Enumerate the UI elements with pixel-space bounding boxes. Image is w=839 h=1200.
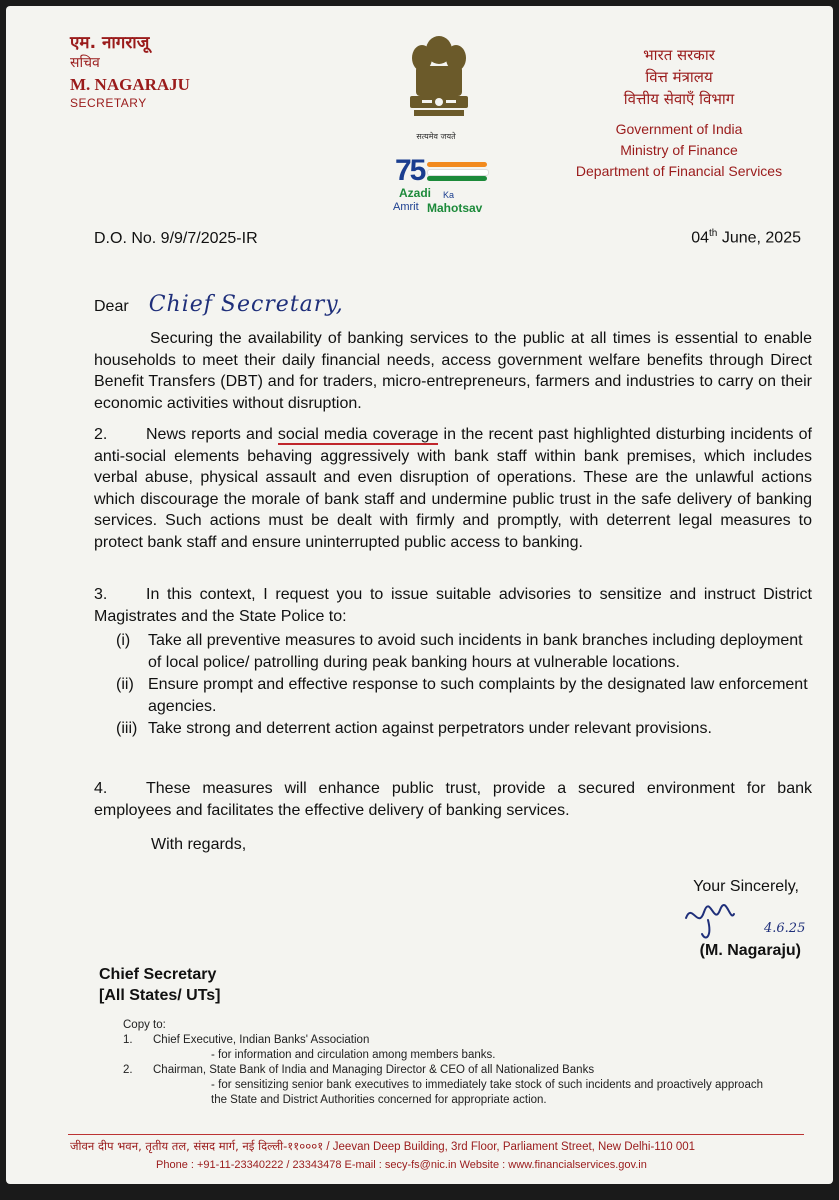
addressee-scope: [All States/ UTs] xyxy=(99,987,221,1004)
date-day: 04 xyxy=(691,229,710,247)
sender-title: SECRETARY xyxy=(70,96,147,110)
footer-address-english: Jeevan Deep Building, 3rd Floor, Parliament Street, New Delhi-110 001 xyxy=(332,1141,696,1153)
aka-word-mahotsav: Mahotsav xyxy=(427,201,483,215)
flag-white-stripe xyxy=(427,169,489,176)
paragraph-2-text-end: in the recent past highlighted disturbing incidents of anti-social elements behaving aggressively with bank staff within bank premises, which includes verbal abuse, physical assault and even disruption of operations. These are the unlawful actions which discourage the morale of bank staff and undermine public trust in the safe delivery of banking services. Such actions must be dealt with firmly and promptly, with deterrent legal measures to protect bank staff and ensure uninterrupted public access to banking. xyxy=(94,426,813,551)
list-item-text: Take strong and deterrent action against perpetrators under relevant provisions. xyxy=(148,720,712,737)
aka-number: 75 xyxy=(395,154,425,187)
footer-contact: Phone : +91-11-23340222 / 23343478 E-mail : secy-fs@nic.in Website : www.financialservices.gov.in xyxy=(156,1159,647,1171)
list-item-text: Take all preventive measures to avoid such incidents in bank branches including deployment of local police/ patrolling during peak banking hours at vulnerable locations. xyxy=(148,632,803,671)
underlined-phrase: social media coverage xyxy=(277,426,439,443)
list-item-text: Ensure prompt and effective response to such complaints by the designated law enforcement agencies. xyxy=(148,676,808,715)
date-suffix: th xyxy=(709,228,718,239)
paragraph-3-number: 3. xyxy=(94,586,108,603)
list-item-number: (iii) xyxy=(116,720,138,737)
sender-name-hindi: एम. नागराजू xyxy=(70,33,150,53)
flag-green-stripe xyxy=(427,176,487,181)
copy-to-entry xyxy=(123,1033,763,1048)
department-hindi: वित्तीय सेवाएँ विभाग xyxy=(623,90,735,108)
department-block xyxy=(549,44,809,182)
date-rest: June, 2025 xyxy=(717,229,801,247)
letter-page xyxy=(6,6,833,1184)
ministry-english: Ministry of Finance xyxy=(620,142,738,158)
addressee xyxy=(99,964,221,1006)
paragraph-3 xyxy=(94,584,812,627)
handwritten-salutation: Chief Secretary, xyxy=(148,292,344,317)
paragraph-2-text-start: News reports and xyxy=(146,426,278,443)
list-item xyxy=(110,718,810,740)
copy-to-purpose: - for information and circulation among members banks. xyxy=(211,1049,496,1061)
list-item xyxy=(110,630,810,673)
paragraph-3-text: In this context, I request you to issue suitable advisories to sensitize and instruct District Magistrates and the State Police to: xyxy=(94,586,812,625)
govt-english: Government of India xyxy=(615,121,743,137)
footer-separator: / xyxy=(323,1141,333,1153)
copy-to-number: 1. xyxy=(123,1034,133,1046)
sender-block xyxy=(70,32,190,110)
department-english: Department of Financial Services xyxy=(575,163,783,179)
paragraph-2 xyxy=(94,424,812,553)
national-emblem-icon xyxy=(404,28,474,128)
footer-address-hindi: जीवन दीप भवन, तृतीय तल, संसद मार्ग, नई दिल्ली-११०००१ xyxy=(70,1139,324,1153)
copy-to-entry xyxy=(123,1063,763,1078)
paragraph-1: Securing the availability of banking services to the public at all times is essential to enable households to meet their daily financial needs, access government welfare benefits through Direct Benefit Transfers (DBT) and for traders, micro-entrepreneurs, farmers and industries to carry on their economic activities without disruption. xyxy=(94,330,812,412)
measures-list xyxy=(110,630,810,741)
aka-word-amrit: Amrit xyxy=(393,201,419,213)
sender-title-hindi: सचिव xyxy=(70,55,100,71)
paragraph-4-text: These measures will enhance public trust, provide a secured environment for bank employees and facilitates the effective delivery of banking services. xyxy=(94,780,812,819)
copy-to-section xyxy=(123,1018,763,1108)
azadi-ka-amrit-mahotsav-logo xyxy=(391,154,511,224)
list-item-number: (i) xyxy=(116,632,131,649)
paragraph-4-number: 4. xyxy=(94,780,108,797)
copy-to-number: 2. xyxy=(123,1064,133,1076)
aka-word-azadi: Azadi xyxy=(399,186,432,200)
reference-number: D.O. No. 9/9/7/2025-IR xyxy=(94,230,258,247)
paragraph-4 xyxy=(94,778,812,821)
list-item xyxy=(110,674,810,717)
salutation-dear: Dear xyxy=(94,298,129,315)
aka-word-ka: Ka xyxy=(443,190,455,200)
paragraph-2-number: 2. xyxy=(94,426,108,443)
valediction: Your Sincerely, xyxy=(693,878,799,895)
copy-to-recipient: Chairman, State Bank of India and Managing Director & CEO of all Nationalized Banks xyxy=(153,1064,595,1076)
emblem-motto: सत्यमेव जयते xyxy=(416,132,456,141)
footer-divider xyxy=(68,1134,804,1135)
signature-date: 4.6.25 xyxy=(764,921,806,936)
flag-saffron-stripe xyxy=(427,162,487,167)
signatory-name: (M. Nagaraju) xyxy=(699,942,801,959)
copy-to-recipient: Chief Executive, Indian Banks' Association xyxy=(153,1034,370,1046)
regards-line: With regards, xyxy=(151,836,247,853)
copy-to-purpose: - for sensitizing senior bank executives to immediately take stock of such incidents and proactively approach the State and District Authorities concerned for appropriate action. xyxy=(211,1079,763,1106)
list-item-number: (ii) xyxy=(116,676,134,693)
sender-name: M. NAGARAJU xyxy=(70,75,190,94)
copy-to-heading: Copy to: xyxy=(123,1019,166,1031)
handwritten-signature xyxy=(678,896,828,946)
addressee-title: Chief Secretary xyxy=(99,966,217,983)
letter-date xyxy=(691,228,801,247)
footer-address xyxy=(70,1139,830,1154)
ministry-hindi: वित्त मंत्रालय xyxy=(645,68,713,86)
govt-hindi: भारत सरकार xyxy=(643,46,715,64)
salutation-line xyxy=(94,292,344,317)
